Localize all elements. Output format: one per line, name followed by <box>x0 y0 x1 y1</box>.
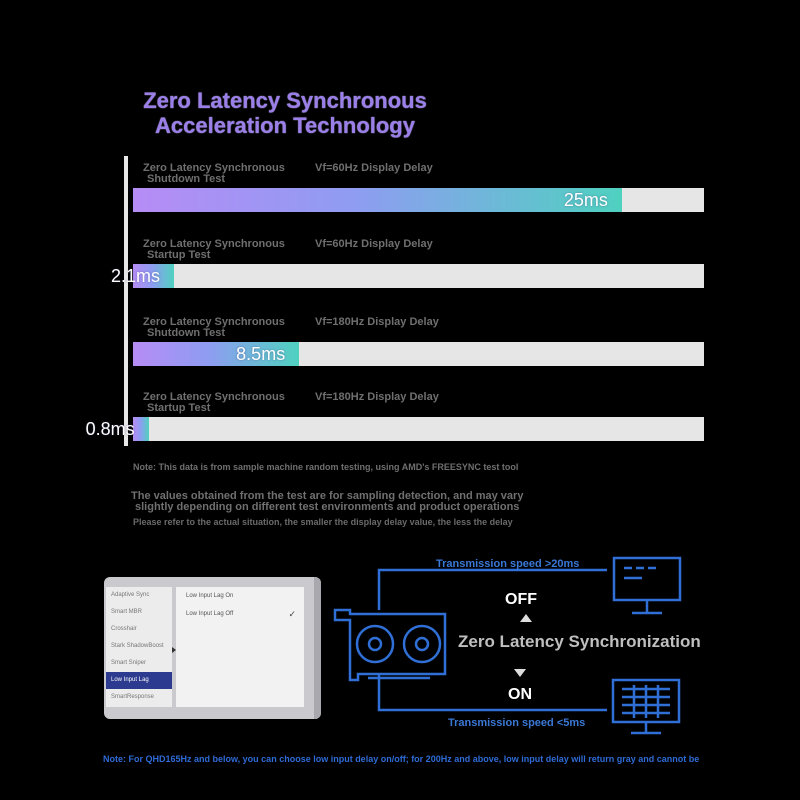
bar-category-label <box>143 317 313 339</box>
variance-note-line-1: The values obtained from the test are for sampling detection, and may vary <box>131 490 524 502</box>
bar-row <box>133 163 704 213</box>
off-connector-line <box>379 570 598 610</box>
bar-category-label-line-2: Startup Test <box>147 249 211 261</box>
bar-fill <box>85 417 149 441</box>
bar-row <box>85 391 704 442</box>
off-label: OFF <box>505 591 537 608</box>
osd-option-label: Low Input Lag On <box>186 593 234 599</box>
bar-category-label <box>143 239 313 261</box>
osd-menu-list <box>106 587 172 707</box>
osd-option-list <box>176 587 304 707</box>
bar-fill <box>133 188 622 212</box>
bar-category-label-line-2: Shutdown Test <box>147 173 226 185</box>
check-icon: ✓ <box>288 609 296 619</box>
bar-category-label-line-1: Zero Latency Synchronous <box>143 162 285 174</box>
bar-category-label <box>143 163 313 185</box>
speed-off-label: Transmission speed >20ms <box>436 558 580 570</box>
bar-value-label: 2.1ms <box>111 266 161 286</box>
bar-condition-label: Vf=60Hz Display Delay <box>315 238 433 250</box>
bar-track <box>85 417 704 441</box>
monitor-icon-bottom <box>613 680 679 733</box>
osd-settings-panel <box>104 577 321 719</box>
bar-value-label: 25ms <box>563 190 608 210</box>
graphics-card-icon <box>335 610 445 680</box>
monitor-icon-top <box>614 558 680 613</box>
bar-condition-label: Vf=180Hz Display Delay <box>315 391 439 403</box>
down-triangle-icon <box>514 669 526 677</box>
sync-center-label: Zero Latency Synchronization <box>458 632 701 651</box>
variance-note-line-2: slightly depending on different test environments and product operations <box>135 501 520 513</box>
title-line-1: Zero Latency Synchronous <box>143 88 427 113</box>
variance-note <box>131 491 611 513</box>
bar-category-label-line-2: Shutdown Test <box>147 327 226 339</box>
bar-track <box>133 342 704 366</box>
chart-axis-line <box>124 156 128 446</box>
bar-row <box>133 317 704 367</box>
bar-value-label: 8.5ms <box>236 344 286 364</box>
osd-option-label: Low Input Lag Off <box>186 611 234 617</box>
title-line-2: Acceleration Technology <box>155 113 415 138</box>
osd-menu-item: Low Input Lag <box>106 672 172 689</box>
bar-condition-label: Vf=60Hz Display Delay <box>315 162 433 174</box>
bar-track <box>133 188 704 212</box>
refer-note: Please refer to the actual situation, the smaller the display delay value, the less the delay <box>133 517 513 527</box>
bar-category-label-line-1: Zero Latency Synchronous <box>143 391 285 403</box>
bar-category-label <box>143 392 313 414</box>
bar-row <box>111 238 704 289</box>
source-note: Note: This data is from sample machine random testing, using AMD's FREESYNC test tool <box>133 462 519 472</box>
bar-category-label-line-1: Zero Latency Synchronous <box>143 238 285 250</box>
speed-on-label: Transmission speed <5ms <box>448 717 586 729</box>
bar-category-label-line-1: Zero Latency Synchronous <box>143 316 285 328</box>
bar-condition-label: Vf=180Hz Display Delay <box>315 316 439 328</box>
osd-menu-item: Crosshair <box>111 626 137 632</box>
osd-menu-item: Adaptive Sync <box>111 592 150 598</box>
bar-category-label-line-2: Startup Test <box>147 402 211 414</box>
osd-menu-item: Stark ShadowBoost <box>111 643 164 649</box>
bar-fill <box>111 264 174 288</box>
on-label: ON <box>508 686 532 703</box>
on-connector-line <box>379 675 607 710</box>
bar-track <box>111 264 704 288</box>
page-title <box>100 88 470 138</box>
up-triangle-icon <box>520 614 532 622</box>
osd-option-item <box>176 587 304 605</box>
bar-value-label: 0.8ms <box>85 419 135 439</box>
bottom-note: Note: For QHD165Hz and below, you can choose low input delay on/off; for 200Hz and above, low input delay will return gray and cannot be <box>103 754 700 764</box>
osd-option-item <box>176 605 304 623</box>
osd-menu-item: SmartResponse <box>111 694 155 700</box>
osd-menu-item: Smart MBR <box>111 609 143 615</box>
osd-menu-item: Smart Sniper <box>111 660 147 666</box>
bar-fill <box>133 342 299 366</box>
